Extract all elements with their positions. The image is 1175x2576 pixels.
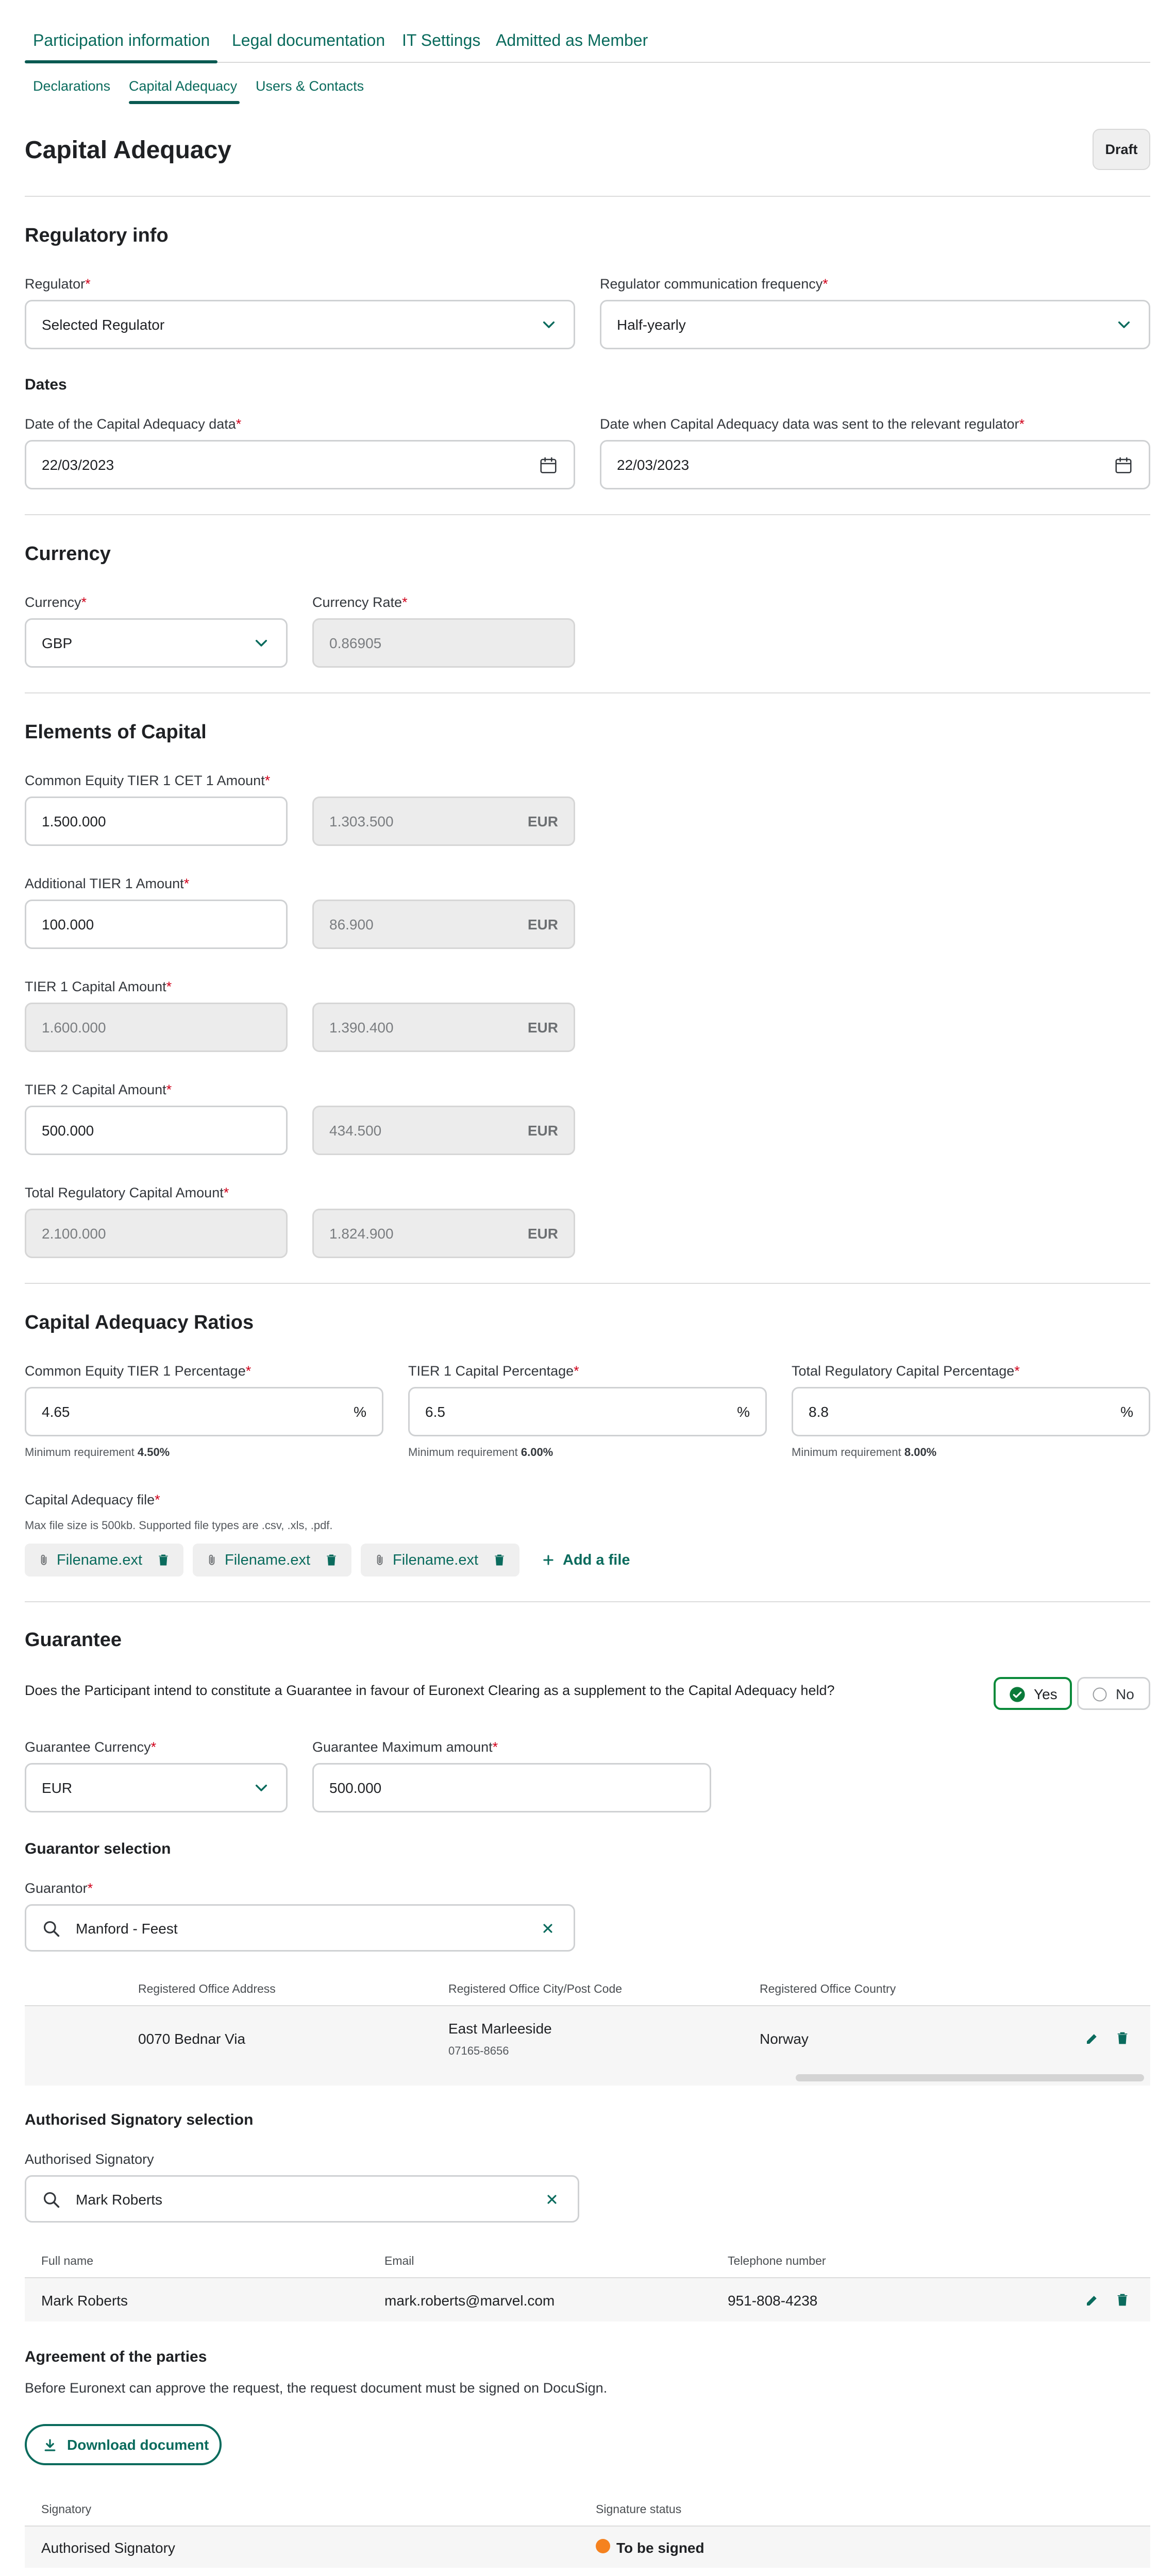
tier2-amount-value: 500.000 [42, 1123, 94, 1139]
plus-icon [541, 1553, 556, 1567]
yes-radio[interactable] [994, 1677, 1072, 1710]
file-chip[interactable] [193, 1544, 351, 1577]
eur-suffix: EUR [527, 917, 558, 933]
divider [25, 1283, 1150, 1284]
subtab-users-contacts[interactable]: Users & Contacts [256, 78, 364, 94]
paperclip-icon [373, 1552, 387, 1568]
at1-eur-field [312, 900, 575, 949]
cet1-percentage-value: 4.65 [42, 1404, 70, 1420]
percent-suffix: % [354, 1404, 366, 1420]
paperclip-icon [205, 1552, 219, 1568]
calendar-icon[interactable] [1114, 455, 1133, 476]
edit-icon[interactable] [1084, 2031, 1100, 2046]
guarantor-search-value: Manford - Feest [76, 1921, 178, 1937]
paperclip-icon [37, 1552, 51, 1568]
signatory-full-name: Mark Roberts [41, 2293, 128, 2309]
download-document-label: Download document [67, 2437, 209, 2453]
tier2-amount-input[interactable] [25, 1106, 288, 1155]
percent-suffix: % [737, 1404, 750, 1420]
signatory-selection-heading: Authorised Signatory selection [25, 2111, 254, 2128]
tier1-percentage-value: 6.5 [425, 1404, 445, 1420]
pending-status-dot [596, 2539, 610, 2553]
currency-value: GBP [42, 635, 73, 651]
date-sent-label: Date when Capital Adequacy data was sent to the relevant regulator* [600, 416, 1025, 432]
chevron-down-icon [541, 317, 557, 333]
trash-icon[interactable] [1115, 2030, 1130, 2046]
chevron-down-icon [253, 635, 270, 652]
active-subtab-indicator [129, 101, 240, 104]
currency-select[interactable] [25, 618, 288, 668]
at1-eur-value: 86.900 [329, 917, 374, 933]
tab-legal-documentation[interactable]: Legal documentation [232, 31, 385, 49]
section-title-currency: Currency [25, 543, 111, 565]
section-title-capital-adequacy-ratios: Capital Adequacy Ratios [25, 1312, 254, 1333]
column-header-address: Registered Office Address [138, 1982, 276, 1995]
file-name[interactable]: Filename.ext [57, 1552, 143, 1568]
edit-icon[interactable] [1084, 2293, 1100, 2308]
section-title-elements-of-capital: Elements of Capital [25, 721, 207, 743]
clear-icon[interactable] [541, 1921, 555, 1936]
frequency-label: Regulator communication frequency* [600, 276, 828, 292]
total-capital-amount-value: 2.100.000 [42, 1226, 106, 1242]
calendar-icon[interactable] [539, 455, 558, 476]
signatory-telephone: 951-808-4238 [728, 2293, 818, 2309]
cet1-minimum-hint: Minimum requirement 4.50% [25, 1446, 170, 1459]
section-title-guarantee: Guarantee [25, 1629, 122, 1651]
download-document-button[interactable] [25, 2424, 222, 2465]
divider [25, 514, 1150, 515]
no-label: No [1116, 1686, 1134, 1702]
chevron-down-icon [1116, 317, 1132, 333]
guarantor-country: Norway [760, 2031, 809, 2047]
at1-amount-input[interactable] [25, 900, 288, 949]
capital-adequacy-file-label: Capital Adequacy file* [25, 1492, 160, 1507]
clear-icon[interactable] [545, 2192, 559, 2207]
total-capital-eur-field [312, 1209, 575, 1258]
signatory-search-value: Mark Roberts [76, 2192, 163, 2208]
signature-status: To be signed [616, 2540, 704, 2556]
tier1-percentage-label: TIER 1 Capital Percentage* [408, 1363, 579, 1379]
guarantor-search-input[interactable] [25, 1904, 575, 1952]
cet1-amount-value: 1.500.000 [42, 814, 106, 829]
cet1-eur-field [312, 796, 575, 846]
agreement-heading: Agreement of the parties [25, 2348, 207, 2365]
total-capital-percentage-label: Total Regulatory Capital Percentage* [792, 1363, 1020, 1379]
guarantee-currency-value: EUR [42, 1780, 73, 1796]
signatory-email: mark.roberts@marvel.com [384, 2293, 555, 2309]
tier2-eur-field [312, 1106, 575, 1155]
column-header-signatory: Signatory [41, 2502, 92, 2516]
signatory-search-input[interactable] [25, 2175, 579, 2223]
column-header-full-name: Full name [41, 2254, 93, 2267]
file-chip[interactable] [361, 1544, 519, 1577]
total-capital-eur-value: 1.824.900 [329, 1226, 394, 1242]
horizontal-scrollbar[interactable] [796, 2074, 1144, 2081]
guarantor-city: East Marleeside [448, 2021, 552, 2037]
tier1-amount-value: 1.600.000 [42, 1020, 106, 1036]
file-name[interactable]: Filename.ext [225, 1552, 311, 1568]
guarantor-selection-heading: Guarantor selection [25, 1840, 171, 1857]
table-row [25, 2527, 1150, 2568]
currency-label: Currency* [25, 595, 87, 610]
signatory-name: Authorised Signatory [41, 2540, 175, 2556]
trash-icon[interactable] [1115, 2292, 1130, 2308]
column-header-city: Registered Office City/Post Code [448, 1982, 623, 1995]
yes-label: Yes [1034, 1686, 1058, 1702]
file-name[interactable]: Filename.ext [393, 1552, 479, 1568]
guarantee-max-label: Guarantee Maximum amount* [312, 1739, 498, 1755]
cet1-percentage-input[interactable] [25, 1387, 383, 1436]
tier1-amount-label: TIER 1 Capital Amount* [25, 979, 172, 994]
column-header-country: Registered Office Country [760, 1982, 896, 1995]
date-data-value: 22/03/2023 [42, 457, 114, 473]
tier2-eur-value: 434.500 [329, 1123, 382, 1139]
divider [25, 196, 1150, 197]
no-radio[interactable] [1077, 1677, 1150, 1710]
eur-suffix: EUR [527, 814, 558, 829]
total-capital-minimum-hint: Minimum requirement 8.00% [792, 1446, 937, 1459]
currency-rate-field [312, 618, 575, 668]
search-icon [42, 2190, 61, 2210]
tier2-amount-label: TIER 2 Capital Amount* [25, 1082, 172, 1097]
at1-amount-label: Additional TIER 1 Amount* [25, 876, 190, 891]
trash-icon[interactable] [157, 1552, 170, 1568]
download-icon [42, 2437, 58, 2453]
at1-amount-value: 100.000 [42, 917, 94, 933]
search-icon [42, 1919, 61, 1939]
regulator-value: Selected Regulator [42, 317, 165, 333]
total-capital-amount-field [25, 1209, 288, 1258]
add-file-label: Add a file [563, 1552, 630, 1568]
date-data-label: Date of the Capital Adequacy data* [25, 416, 242, 432]
tab-participation-information[interactable]: Participation information [33, 31, 210, 49]
cet1-amount-label: Common Equity TIER 1 CET 1 Amount* [25, 773, 271, 788]
total-capital-amount-label: Total Regulatory Capital Amount* [25, 1185, 229, 1200]
subtab-declarations[interactable]: Declarations [33, 78, 111, 94]
radio-empty-icon [1092, 1687, 1107, 1702]
file-chip[interactable] [25, 1544, 183, 1577]
signatory-label: Authorised Signatory [25, 2151, 154, 2167]
guarantor-postcode: 07165-8656 [448, 2044, 509, 2057]
column-header-signature-status: Signature status [596, 2502, 682, 2516]
date-sent-field[interactable] [600, 440, 1150, 489]
check-circle-icon [1009, 1686, 1026, 1703]
tier1-amount-field [25, 1003, 288, 1052]
percent-suffix: % [1120, 1404, 1133, 1420]
eur-suffix: EUR [527, 1123, 558, 1139]
guarantor-address: 0070 Bednar Via [138, 2031, 246, 2047]
agreement-text: Before Euronext can approve the request, the request document must be signed on DocuSign. [25, 2380, 608, 2396]
active-tab-indicator [25, 60, 217, 63]
regulator-select[interactable] [25, 300, 575, 349]
status-badge: Draft [1093, 129, 1150, 170]
trash-icon[interactable] [493, 1552, 506, 1568]
subtab-capital-adequacy[interactable]: Capital Adequacy [129, 78, 238, 94]
frequency-value: Half-yearly [617, 317, 686, 333]
column-header-email: Email [384, 2254, 414, 2267]
currency-rate-value: 0.86905 [329, 635, 382, 651]
cet1-eur-value: 1.303.500 [329, 814, 394, 829]
section-title-regulatory-info: Regulatory info [25, 225, 169, 246]
dates-subheading: Dates [25, 376, 67, 393]
eur-suffix: EUR [527, 1226, 558, 1242]
chevron-down-icon [253, 1780, 270, 1797]
date-data-field[interactable] [25, 440, 575, 489]
file-upload-hint: Max file size is 500kb. Supported file types are .csv, .xls, .pdf. [25, 1519, 333, 1532]
regulator-label: Regulator* [25, 276, 91, 292]
divider [25, 692, 1150, 693]
eur-suffix: EUR [527, 1020, 558, 1036]
total-capital-percentage-value: 8.8 [809, 1404, 829, 1420]
tier1-eur-field [312, 1003, 575, 1052]
currency-rate-label: Currency Rate* [312, 595, 408, 610]
tab-admitted-as-member[interactable]: Admitted as Member [496, 31, 648, 49]
guarantee-question: Does the Participant intend to constitute a Guarantee in favour of Euronext Clearing as a supplement to the Capital Adequacy held? [25, 1683, 835, 1698]
date-sent-value: 22/03/2023 [617, 457, 690, 473]
guarantee-currency-select[interactable] [25, 1763, 288, 1812]
cet1-percentage-label: Common Equity TIER 1 Percentage* [25, 1363, 251, 1379]
guarantee-currency-label: Guarantee Currency* [25, 1739, 157, 1755]
tier1-eur-value: 1.390.400 [329, 1020, 394, 1036]
frequency-select[interactable] [600, 300, 1150, 349]
tier1-percentage-input[interactable] [408, 1387, 767, 1436]
divider [25, 1601, 1150, 1602]
guarantor-label: Guarantor* [25, 1880, 93, 1896]
tier1-minimum-hint: Minimum requirement 6.00% [408, 1446, 553, 1459]
column-header-telephone: Telephone number [728, 2254, 826, 2267]
guarantee-max-value: 500.000 [329, 1780, 382, 1796]
tab-it-settings[interactable]: IT Settings [402, 31, 481, 49]
trash-icon[interactable] [325, 1552, 338, 1568]
table-row [25, 2278, 1150, 2321]
page-title: Capital Adequacy [25, 137, 231, 164]
cet1-amount-input[interactable] [25, 796, 288, 846]
guarantee-max-input[interactable] [312, 1763, 711, 1812]
total-capital-percentage-input[interactable] [792, 1387, 1150, 1436]
